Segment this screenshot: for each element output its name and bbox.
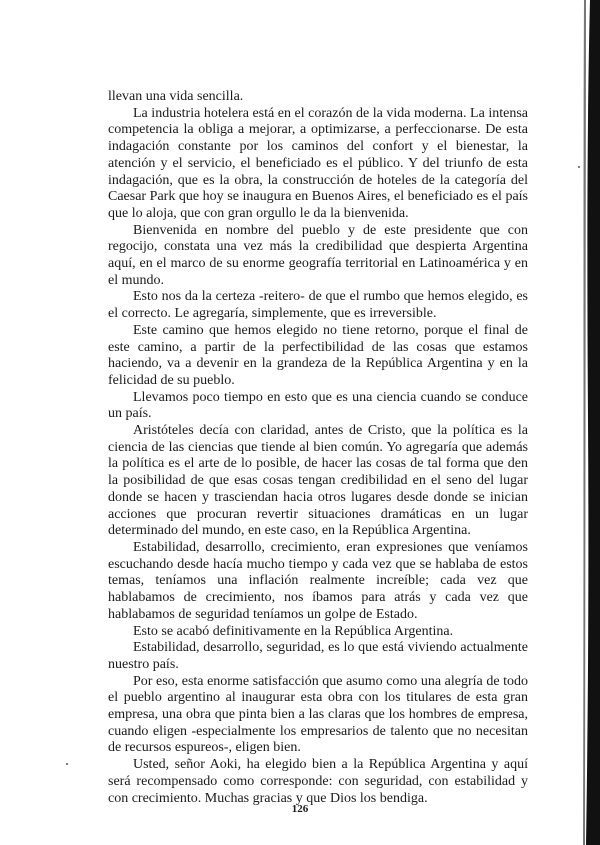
paragraph: Esto se acabó definitivamente en la República Argentina. — [133, 623, 454, 639]
page-number: 126 — [291, 803, 309, 815]
scan-speck — [578, 166, 580, 168]
paragraph: La industria hotelera está en el corazón de la vida moderna. La intensa competencia la obliga a mejorar, a optimizarse, a perfeccionarse. De esta indagación constante por los caminos del confort y el bienestar, la atención y el servicio, el beneficiado es el público. Y del triunfo de esta indagación, que es la obra, la construcción de hoteles de la categoría del Caesar Park que hoy se inaugura en Buenos Aires, el beneficiado es el país que lo aloja, que con gran orgullo le da la bienvenida. — [108, 105, 528, 221]
paragraph: llevan una vida sencilla. — [108, 89, 244, 104]
paragraph: Bienvenida en nombre del pueblo y de este presidente que con regocijo, constata una vez más la credibilidad que despierta Argentina aquí, en el marco de su enorme geografía territorial en Latinoamérica y en el mundo. — [108, 222, 528, 288]
paragraph: Este camino que hemos elegido no tiene retorno, porque el final de este camino, a partir de la perfectibilidad de las cosas que estamos haciendo, va a devenir en la grandeza de la República Argentina y en la felicidad de su pueblo. — [108, 322, 528, 388]
paragraph: Esto nos da la certeza -reitero- de que el rumbo que hemos elegido, es el correcto. Le agregaría, simplemente, que es irreversible. — [108, 289, 528, 322]
paragraph: Llevamos poco tiempo en esto que es una ciencia cuando se conduce un país. — [108, 389, 528, 422]
paragraph: Aristóteles decía con claridad, antes de Cristo, que la política es la ciencia de las ciencias que tiende al bien común. Yo agregaría que además la política es el arte de lo posible, de hacer las cosas de tal forma que den la posibilidad de que esas cosas tengan credibilidad en el seno del lugar donde se hacen y trasciendan hacia otros lugares desde donde se inician acciones que procuran revertir situaciones dramáticas en un lugar determinado del mundo, en este caso, en la República Argentina. — [108, 423, 528, 539]
body-text — [108, 89, 528, 807]
paragraph: Usted, señor Aoki, ha elegido bien a la República Argentina y aquí será recompensado como corresponde: con seguridad, con estabilidad y con crecimiento. Muchas gracias y que Dios los bendiga. — [108, 757, 528, 806]
scan-speck — [66, 763, 68, 765]
paragraph: Estabilidad, desarrollo, seguridad, es lo que está viviendo actualmente nuestro país. — [108, 640, 528, 672]
paragraph: Por eso, esta enorme satisfacción que asumo como una alegría de todo el pueblo argentino al inaugurar esta obra con los titulares de esta gran empresa, una obra que pinta bien a las claras que los hombres de empresa, cuando eligen -especialmente los empresarios de talento que no necesitan de recursos espureos-, eligen bien. — [108, 673, 528, 756]
page-binding-edge — [538, 0, 600, 845]
paragraph: Estabilidad, desarrollo, crecimiento, eran expresiones que veníamos escuchando desde hacía mucho tiempo y cada vez que se hablaba de estos temas, teníamos una inflación realmente increíble; cada vez que hablabamos de crecimiento, nos íbamos para atrás y cada vez que hablabamos de seguridad teníamos un golpe de Estado. — [108, 539, 528, 622]
